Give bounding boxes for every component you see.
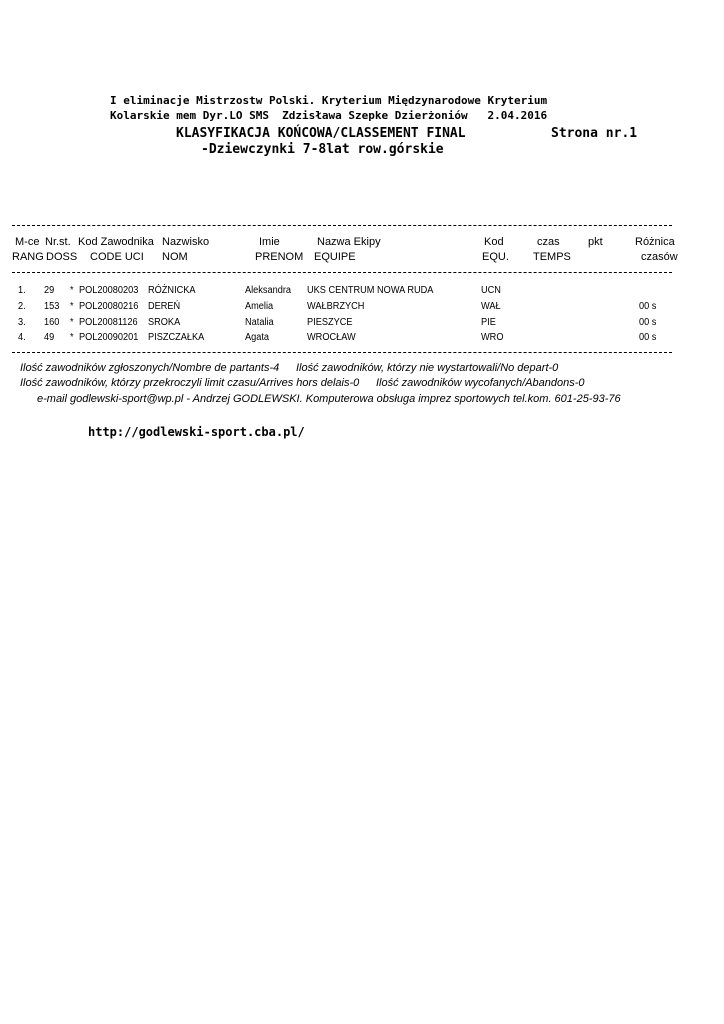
- row-team-code: UCN: [481, 285, 501, 296]
- row-rank: 4.: [18, 332, 26, 343]
- rule-header: [12, 272, 672, 273]
- row-diff: 00 s: [639, 332, 657, 343]
- row-star: *: [70, 332, 74, 343]
- row-diff: 00 s: [639, 317, 657, 328]
- website-url: http://godlewski-sport.cba.pl/: [88, 425, 305, 439]
- row-team-code: PIE: [481, 317, 496, 328]
- row-team: PIESZYCE: [307, 317, 353, 328]
- footer-time-limit: Ilość zawodników, którzy przekroczyli limit czasu/Arrives hors delais-0: [20, 377, 360, 389]
- row-team: WAŁBRZYCH: [307, 301, 365, 312]
- row-star: *: [70, 285, 74, 296]
- row-code: POL20080216: [79, 301, 139, 312]
- rule-bottom: [12, 352, 672, 353]
- col-rank-bottom: RANG: [12, 251, 44, 263]
- row-surname: PISZCZAŁKA: [148, 332, 205, 343]
- col-team-top: Nazwa Ekipy: [317, 236, 381, 248]
- category-subtitle: -Dziewczynki 7-8lat row.górskie: [201, 142, 444, 157]
- row-surname: DEREŃ: [148, 301, 181, 312]
- page-title: KLASYFIKACJA KOŃCOWA/CLASSEMENT FINAL: [176, 126, 466, 141]
- footer-not-started: Ilość zawodników, którzy nie wystartowali/No depart-0: [296, 362, 559, 374]
- row-rank: 1.: [18, 285, 26, 296]
- rule-top: [12, 225, 672, 226]
- header-line-2: Kolarskie mem Dyr.LO SMS Zdzisława Szepke Dzierżoniów 2.04.2016: [110, 109, 548, 122]
- row-code: POL20081126: [79, 317, 138, 328]
- col-points-top: pkt: [588, 236, 603, 248]
- footer-withdrawn: Ilość zawodników wycofanych/Abandons-0: [376, 377, 585, 389]
- page-number: Strona nr.1: [551, 126, 638, 141]
- row-bib: 153: [44, 301, 60, 312]
- col-name-top: Imie: [259, 236, 280, 248]
- row-name: Natalia: [245, 317, 274, 328]
- col-name-bottom: PRENOM: [255, 251, 304, 263]
- row-name: Amelia: [245, 301, 274, 312]
- col-team-bottom: EQUIPE: [314, 251, 356, 263]
- col-time-bottom: TEMPS: [533, 251, 571, 263]
- col-diff-bottom: czasów: [641, 251, 678, 263]
- header-line-1: I eliminacje Mistrzostw Polski. Kryterium Międzynarodowe Kryterium: [110, 94, 548, 107]
- row-bib: 49: [44, 332, 55, 343]
- row-rank: 2.: [18, 301, 26, 312]
- col-code-top: Kod Zawodnika: [78, 236, 154, 248]
- col-bib-top: Nr.st.: [45, 236, 71, 248]
- row-bib: 29: [44, 285, 55, 296]
- row-team: WROCŁAW: [307, 332, 356, 343]
- row-rank: 3.: [18, 317, 26, 328]
- col-time-top: czas: [537, 236, 560, 248]
- row-bib: 160: [44, 317, 60, 328]
- row-star: *: [70, 317, 74, 328]
- col-team-code-bottom: EQU.: [482, 251, 509, 263]
- row-team-code: WAŁ: [481, 301, 501, 312]
- row-name: Agata: [245, 332, 270, 343]
- row-star: *: [70, 301, 74, 312]
- row-surname: RÓŻNICKA: [148, 285, 196, 296]
- col-surname-top: Nazwisko: [162, 236, 210, 248]
- col-code-bottom: CODE UCI: [90, 251, 144, 263]
- col-rank-top: M-ce: [15, 236, 40, 248]
- col-bib-bottom: DOSS: [46, 251, 78, 263]
- row-team: UKS CENTRUM NOWA RUDA: [307, 285, 434, 296]
- row-surname: SROKA: [148, 317, 181, 328]
- row-diff: 00 s: [639, 301, 657, 312]
- footer-entered: Ilość zawodników zgłoszonych/Nombre de partants-4: [20, 362, 280, 374]
- col-team-code-top: Kod: [484, 236, 504, 248]
- row-code: POL20090201: [79, 332, 139, 343]
- col-surname-bottom: NOM: [162, 251, 188, 263]
- row-name: Aleksandra: [245, 285, 292, 296]
- row-code: POL20080203: [79, 285, 139, 296]
- col-diff-top: Różnica: [635, 236, 675, 248]
- footer-contact: e-mail godlewski-sport@wp.pl - Andrzej GODLEWSKI. Komputerowa obsługa imprez sportowych tel.kom. 601-25-93-76: [37, 393, 621, 405]
- row-team-code: WRO: [481, 332, 504, 343]
